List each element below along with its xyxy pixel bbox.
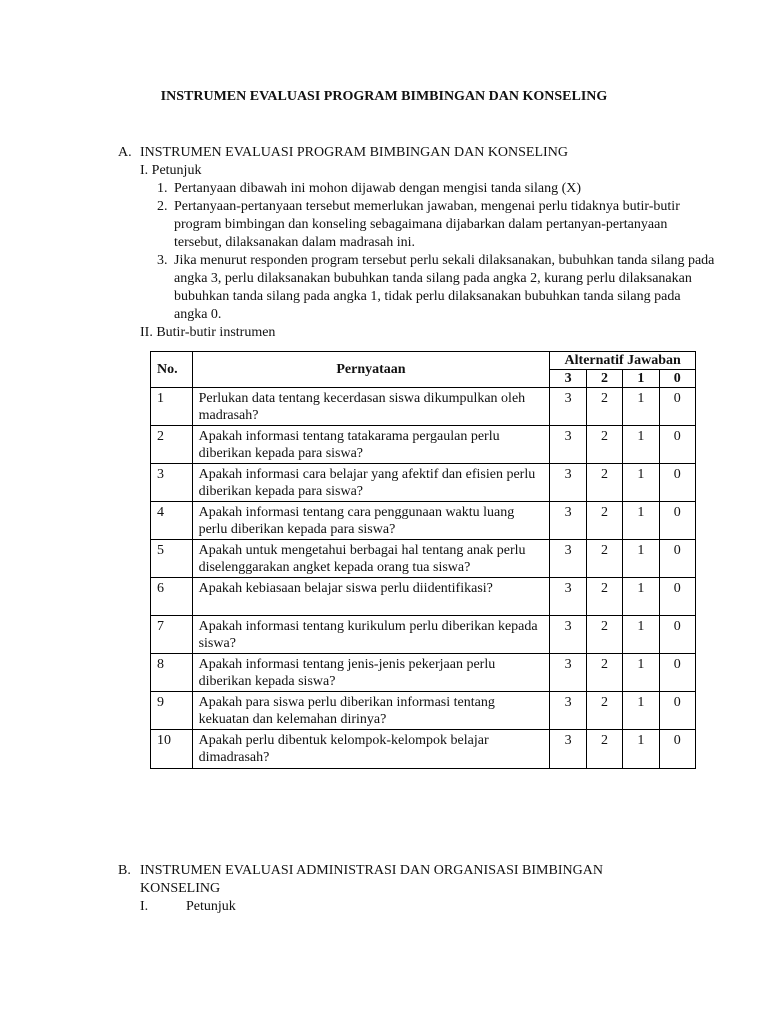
answer-option[interactable]: 2 bbox=[586, 502, 622, 540]
answer-option[interactable]: 0 bbox=[659, 730, 695, 769]
table-row bbox=[151, 616, 696, 654]
answer-option[interactable]: 0 bbox=[659, 692, 695, 730]
answer-option[interactable]: 3 bbox=[550, 388, 586, 426]
list-text: Jika menurut responden program tersebut perlu sekali dilaksanakan, bubuhkan tanda silang pada angka 3, perlu dilaksanakan bubuhkan tanda silang pada angka 2, kurang perlu dilaksanakan bubuhkan tanda silang pada angka 1, tidak perlu dilaksanakan bubuhkan tanda silang pada angka 0. bbox=[174, 253, 715, 322]
table-row bbox=[151, 692, 696, 730]
row-question: Apakah untuk mengetahui berbagai hal tentang anak perlu diselenggarakan angket kepada orang tua siswa? bbox=[192, 540, 550, 578]
answer-option[interactable]: 0 bbox=[659, 426, 695, 464]
answer-option[interactable]: 2 bbox=[586, 616, 622, 654]
answer-option[interactable]: 3 bbox=[550, 464, 586, 502]
answer-option[interactable]: 1 bbox=[623, 464, 659, 502]
instruction-list bbox=[157, 180, 717, 324]
answer-option[interactable]: 1 bbox=[623, 388, 659, 426]
petunjuk-number: I. bbox=[140, 899, 149, 914]
row-question: Apakah informasi tentang tatakarama pergaulan perlu diberikan kepada para siswa? bbox=[192, 426, 550, 464]
row-number: 3 bbox=[151, 464, 193, 502]
row-number: 8 bbox=[151, 654, 193, 692]
answer-option[interactable]: 1 bbox=[623, 578, 659, 616]
answer-option[interactable]: 0 bbox=[659, 540, 695, 578]
section-b-petunjuk bbox=[140, 898, 236, 916]
list-item bbox=[157, 252, 717, 324]
answer-option[interactable]: 1 bbox=[623, 730, 659, 769]
section-b-heading bbox=[118, 862, 678, 898]
answer-option[interactable]: 2 bbox=[586, 654, 622, 692]
row-question: Apakah kebiasaan belajar siswa perlu diidentifikasi? bbox=[192, 578, 550, 616]
table-row bbox=[151, 730, 696, 769]
answer-option[interactable]: 3 bbox=[550, 426, 586, 464]
table-row bbox=[151, 464, 696, 502]
answer-option[interactable]: 0 bbox=[659, 616, 695, 654]
scale-header: 2 bbox=[586, 370, 622, 388]
section-a-title: INSTRUMEN EVALUASI PROGRAM BIMBINGAN DAN KONSELING bbox=[140, 145, 568, 160]
scale-header: 0 bbox=[659, 370, 695, 388]
answer-option[interactable]: 0 bbox=[659, 502, 695, 540]
section-b-title: INSTRUMEN EVALUASI ADMINISTRASI DAN ORGANISASI BIMBINGAN KONSELING bbox=[140, 863, 603, 896]
answer-option[interactable]: 3 bbox=[550, 578, 586, 616]
answer-option[interactable]: 3 bbox=[550, 692, 586, 730]
answer-option[interactable]: 2 bbox=[586, 388, 622, 426]
answer-option[interactable]: 3 bbox=[550, 730, 586, 769]
table-row bbox=[151, 502, 696, 540]
answer-option[interactable]: 0 bbox=[659, 578, 695, 616]
list-item bbox=[157, 180, 717, 198]
answer-option[interactable]: 0 bbox=[659, 388, 695, 426]
section-a-label: A. bbox=[118, 145, 132, 160]
answer-option[interactable]: 3 bbox=[550, 540, 586, 578]
answer-option[interactable]: 0 bbox=[659, 464, 695, 502]
page-title: INSTRUMEN EVALUASI PROGRAM BIMBINGAN DAN KONSELING bbox=[160, 89, 608, 104]
row-number: 10 bbox=[151, 730, 193, 769]
answer-option[interactable]: 2 bbox=[586, 692, 622, 730]
instrument-table bbox=[150, 351, 696, 769]
row-question: Apakah para siswa perlu diberikan informasi tentang kekuatan dan kelemahan dirinya? bbox=[192, 692, 550, 730]
list-number: 2. bbox=[157, 199, 168, 214]
row-question: Apakah informasi tentang cara penggunaan waktu luang perlu diberikan kepada para siswa? bbox=[192, 502, 550, 540]
table-row bbox=[151, 578, 696, 616]
row-number: 9 bbox=[151, 692, 193, 730]
table-row bbox=[151, 426, 696, 464]
row-number: 1 bbox=[151, 388, 193, 426]
table-row bbox=[151, 388, 696, 426]
answer-option[interactable]: 3 bbox=[550, 654, 586, 692]
answer-option[interactable]: 3 bbox=[550, 616, 586, 654]
row-question: Apakah informasi cara belajar yang afektif dan efisien perlu diberikan kepada para siswa? bbox=[192, 464, 550, 502]
list-item bbox=[157, 198, 717, 252]
column-header-no: No. bbox=[151, 352, 193, 388]
answer-option[interactable]: 1 bbox=[623, 616, 659, 654]
petunjuk-heading: I. Petunjuk bbox=[140, 163, 202, 178]
row-number: 2 bbox=[151, 426, 193, 464]
answer-option[interactable]: 2 bbox=[586, 578, 622, 616]
butir-heading: II. Butir-butir instrumen bbox=[140, 325, 276, 340]
column-header-alternatif: Alternatif Jawaban bbox=[550, 352, 696, 370]
answer-option[interactable]: 2 bbox=[586, 426, 622, 464]
answer-option[interactable]: 2 bbox=[586, 540, 622, 578]
section-b-label: B. bbox=[118, 863, 131, 878]
row-number: 6 bbox=[151, 578, 193, 616]
column-header-pernyataan: Pernyataan bbox=[192, 352, 550, 388]
row-question: Apakah informasi tentang kurikulum perlu diberikan kepada siswa? bbox=[192, 616, 550, 654]
table-row bbox=[151, 540, 696, 578]
table-row bbox=[151, 654, 696, 692]
answer-option[interactable]: 3 bbox=[550, 502, 586, 540]
answer-option[interactable]: 1 bbox=[623, 502, 659, 540]
list-number: 3. bbox=[157, 253, 168, 268]
list-text: Pertanyaan-pertanyaan tersebut memerlukan jawaban, mengenai perlu tidaknya butir-butir program bimbingan dan konseling sebagaimana dijabarkan dalam pertanyan-pertanyaan tersebut, dilaksanakan dalam madrasah ini. bbox=[174, 199, 680, 250]
answer-option[interactable]: 2 bbox=[586, 730, 622, 769]
row-question: Perlukan data tentang kecerdasan siswa dikumpulkan oleh madrasah? bbox=[192, 388, 550, 426]
answer-option[interactable]: 1 bbox=[623, 692, 659, 730]
list-number: 1. bbox=[157, 181, 168, 196]
petunjuk-label: Petunjuk bbox=[186, 899, 236, 914]
scale-header: 1 bbox=[623, 370, 659, 388]
list-text: Pertanyaan dibawah ini mohon dijawab dengan mengisi tanda silang (X) bbox=[174, 181, 582, 196]
row-number: 7 bbox=[151, 616, 193, 654]
row-question: Apakah perlu dibentuk kelompok-kelompok belajar dimadrasah? bbox=[192, 730, 550, 769]
answer-option[interactable]: 1 bbox=[623, 654, 659, 692]
scale-header: 3 bbox=[550, 370, 586, 388]
section-a-heading bbox=[118, 144, 568, 162]
answer-option[interactable]: 2 bbox=[586, 464, 622, 502]
row-question: Apakah informasi tentang jenis-jenis pekerjaan perlu diberikan kepada siswa? bbox=[192, 654, 550, 692]
answer-option[interactable]: 1 bbox=[623, 426, 659, 464]
row-number: 4 bbox=[151, 502, 193, 540]
row-number: 5 bbox=[151, 540, 193, 578]
answer-option[interactable]: 0 bbox=[659, 654, 695, 692]
answer-option[interactable]: 1 bbox=[623, 540, 659, 578]
